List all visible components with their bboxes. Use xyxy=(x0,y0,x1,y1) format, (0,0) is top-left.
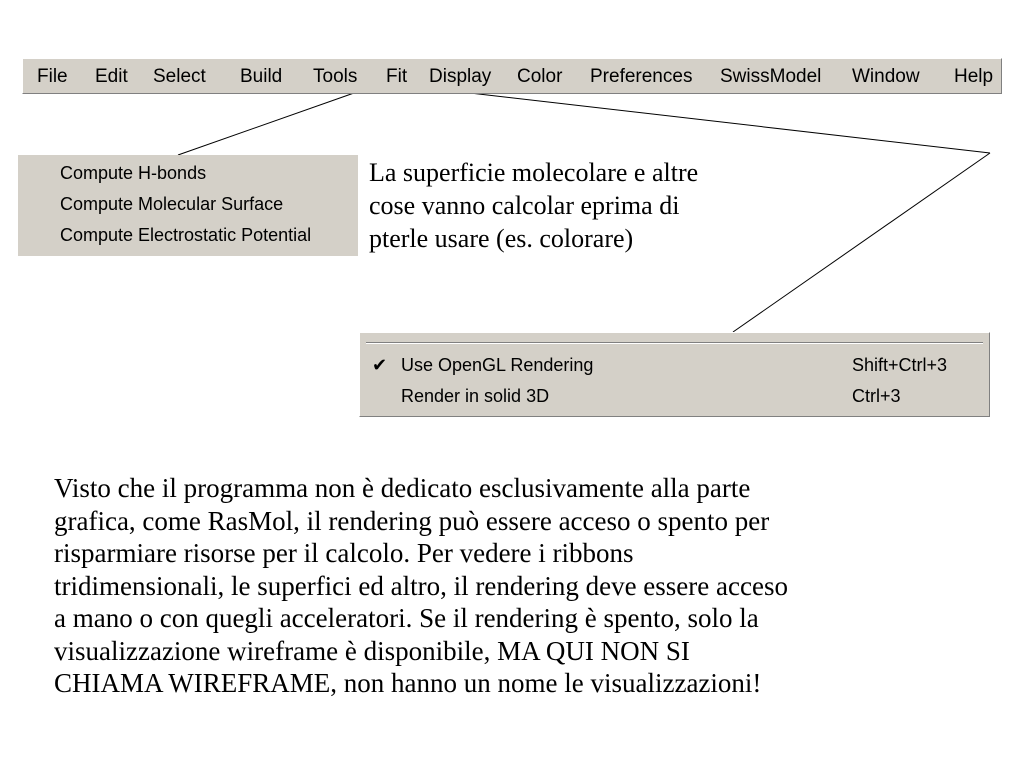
callout-line: La superficie molecolare e altre xyxy=(369,158,699,187)
paragraph-line: visualizzazione wireframe è disponibile, MA QUI NON SI xyxy=(54,635,690,666)
menu-build[interactable]: Build xyxy=(240,66,283,87)
display-dropdown xyxy=(359,332,990,417)
paragraph-line: grafica, come RasMol, il rendering può essere acceso o spento per xyxy=(54,505,770,536)
menu-item-use-opengl-rendering[interactable] xyxy=(360,355,989,383)
menu-select[interactable]: Select xyxy=(153,66,206,87)
menu-item-shortcut: Ctrl+3 xyxy=(852,386,901,406)
tools-dropdown xyxy=(18,155,358,256)
menu-item-compute-electrostatic-potential[interactable]: Compute Electrostatic Potential xyxy=(60,225,312,245)
menu-item-compute-hbonds[interactable]: Compute H-bonds xyxy=(60,163,207,183)
callout-line: cose vanno calcolar eprima di xyxy=(369,191,680,220)
paragraph-line: CHIAMA WIREFRAME, non hanno un nome le visualizzazioni! xyxy=(54,668,762,698)
checkmark-icon: ✔ xyxy=(372,355,388,375)
menu-fit[interactable]: Fit xyxy=(386,66,408,87)
menu-tools[interactable]: Tools xyxy=(313,66,358,87)
menu-preferences[interactable]: Preferences xyxy=(590,66,693,87)
menu-window[interactable]: Window xyxy=(852,66,920,87)
menu-edit[interactable]: Edit xyxy=(95,66,128,87)
display-connector-line-a xyxy=(470,93,990,153)
menu-help[interactable]: Help xyxy=(954,66,994,87)
menu-item-shortcut: Shift+Ctrl+3 xyxy=(852,355,948,375)
menu-swissmodel[interactable]: SwissModel xyxy=(720,66,822,87)
paragraph-line: risparmiare risorse per il calcolo. Per vedere i ribbons xyxy=(54,538,634,568)
paragraph-line: tridimensionali, le superfici ed altro, il rendering deve essere acceso xyxy=(54,570,788,601)
explanation-paragraph xyxy=(54,472,1004,700)
callout-note xyxy=(369,156,819,255)
menu-display[interactable]: Display xyxy=(429,66,492,87)
callout-line: pterle usare (es. colorare) xyxy=(369,224,634,253)
menu-color[interactable]: Color xyxy=(517,66,563,87)
tools-connector-line xyxy=(178,93,354,155)
menu-file[interactable]: File xyxy=(37,66,68,87)
menu-item-compute-molecular-surface[interactable]: Compute Molecular Surface xyxy=(60,194,284,214)
menu-separator xyxy=(366,342,983,344)
menu-item-render-solid-3d[interactable] xyxy=(360,386,989,414)
paragraph-line: a mano o con quegli acceleratori. Se il rendering è spento, solo la xyxy=(54,603,759,633)
menu-item-label: Render in solid 3D xyxy=(401,386,550,406)
menu-item-label: Use OpenGL Rendering xyxy=(401,355,594,375)
paragraph-line: Visto che il programma non è dedicato esclusivamente alla parte xyxy=(54,473,751,503)
menu-bar xyxy=(22,58,1002,94)
